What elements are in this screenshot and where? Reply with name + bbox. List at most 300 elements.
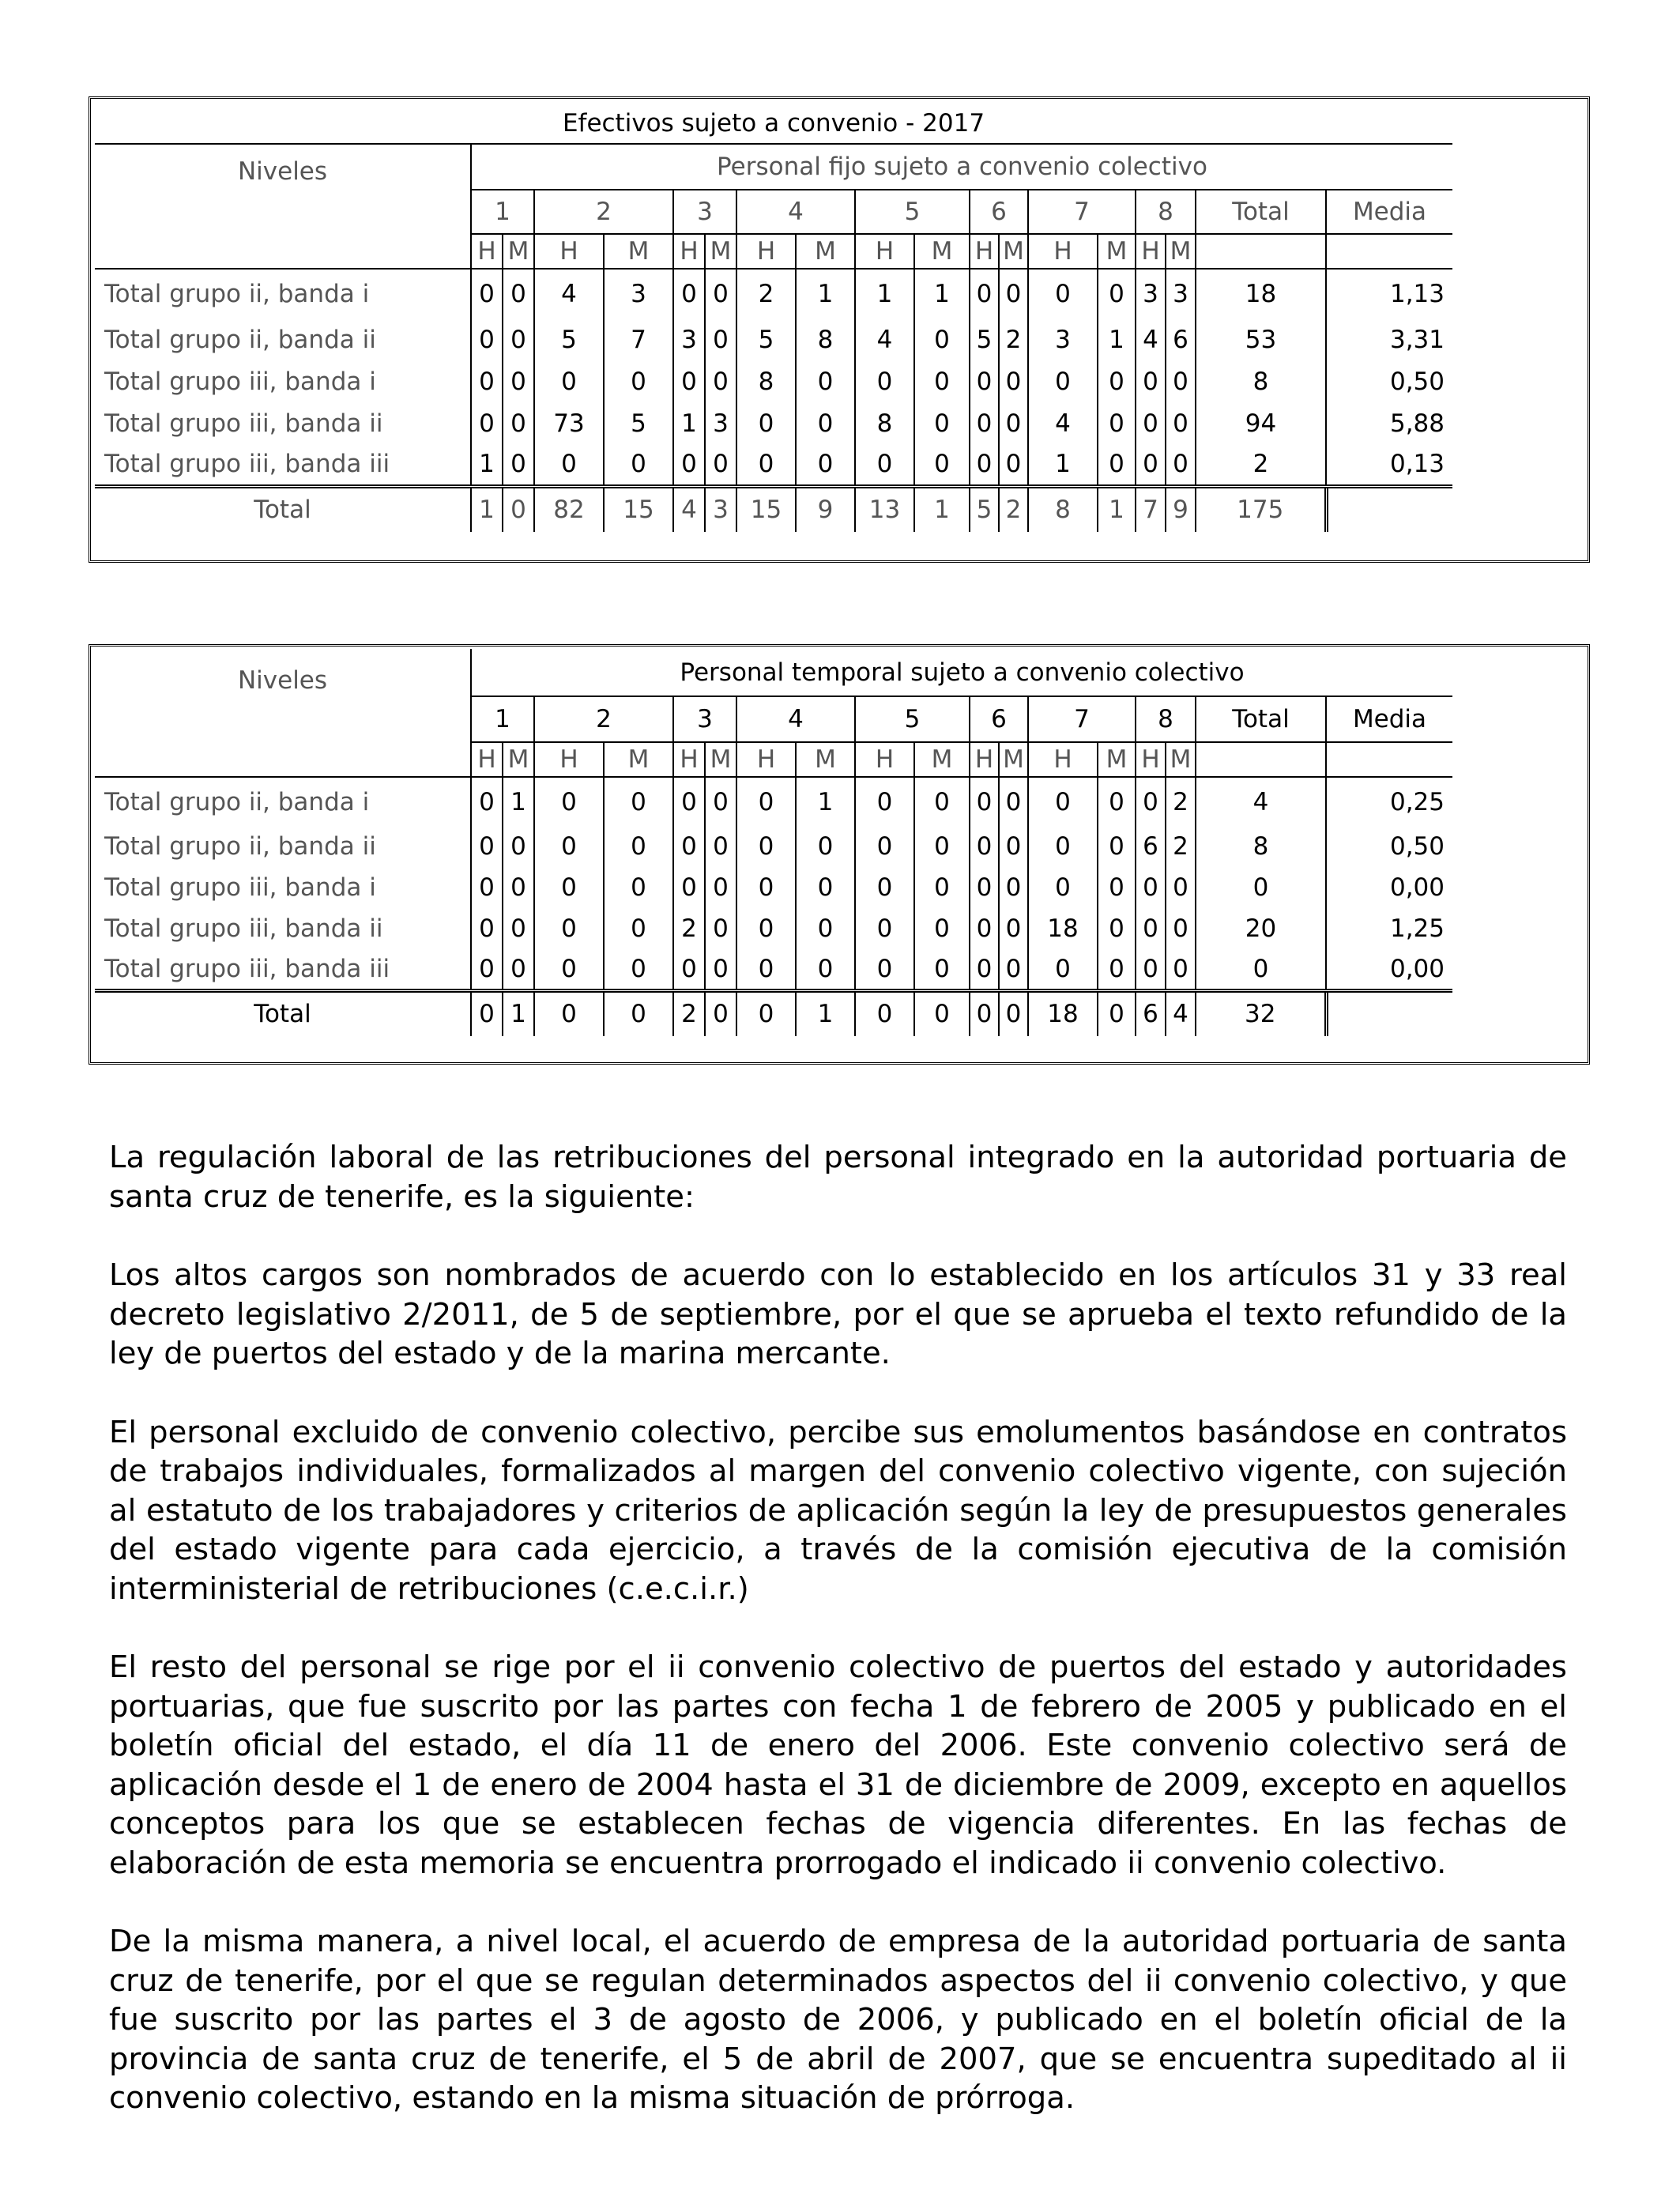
- totals-cell: 2: [999, 486, 1028, 532]
- data-cell: 0: [471, 269, 503, 319]
- sex-header: M: [796, 742, 855, 777]
- data-cell: 0: [604, 444, 673, 486]
- grand-total: 32: [1196, 990, 1326, 1036]
- sex-header: H: [736, 742, 796, 777]
- data-cell: 0: [796, 360, 855, 402]
- data-cell: 0: [999, 360, 1028, 402]
- sex-header: M: [1098, 742, 1136, 777]
- data-cell: 0: [673, 444, 705, 486]
- data-cell: 0: [999, 826, 1028, 867]
- totals-cell: 0: [999, 990, 1028, 1036]
- sex-header: M: [604, 742, 673, 777]
- sex-header: M: [705, 234, 736, 269]
- row-label: Total grupo ii, banda i: [95, 777, 471, 826]
- data-cell: 0: [736, 444, 796, 486]
- sex-header: H: [855, 742, 914, 777]
- data-cell: 0: [1098, 444, 1136, 486]
- data-cell: 0: [970, 360, 999, 402]
- data-cell: 0: [999, 444, 1028, 486]
- data-cell: 0: [471, 360, 503, 402]
- paragraph: Los altos cargos son nombrados de acuerdo con lo establecido en los artículos 31 y 33 real decreto legislativo 2/2011, de 5 de septiembre, por el que se aprueba el texto refundido de la ley de puertos del estado y de la marina mercante.: [109, 1257, 1567, 1371]
- data-cell: 0: [1136, 949, 1166, 990]
- row-media: 0,50: [1326, 360, 1452, 402]
- row-total: 2: [1196, 444, 1326, 486]
- row-media: 1,13: [1326, 269, 1452, 319]
- row-label: Total grupo iii, banda i: [104, 873, 376, 902]
- totals-cell: 9: [796, 486, 855, 532]
- data-cell: 5: [534, 319, 604, 360]
- niveles-header: Niveles: [237, 666, 328, 695]
- table-row: [95, 908, 1452, 949]
- level-header: 5: [855, 190, 970, 234]
- totals-cell: 0: [736, 990, 796, 1036]
- data-cell: 0: [999, 867, 1028, 908]
- data-cell: 0: [1136, 402, 1166, 444]
- data-cell: 0: [970, 949, 999, 990]
- row-label: Total grupo iii, banda i: [104, 367, 376, 396]
- data-cell: 0: [1136, 444, 1166, 486]
- sex-header: H: [1028, 742, 1098, 777]
- data-cell: 0: [914, 949, 970, 990]
- data-cell: 4: [1028, 402, 1098, 444]
- table-row: [95, 360, 1452, 402]
- data-cell: 0: [604, 949, 673, 990]
- data-cell: 0: [999, 269, 1028, 319]
- group-header: Personal fijo sujeto a convenio colectivo: [471, 144, 1452, 190]
- empty-cell: [1196, 234, 1326, 269]
- data-cell: 0: [604, 826, 673, 867]
- data-cell: 0: [1098, 867, 1136, 908]
- data-cell: 0: [1098, 402, 1136, 444]
- table-row: [95, 269, 1452, 319]
- totals-cell: 4: [673, 486, 705, 532]
- data-cell: 0: [914, 777, 970, 826]
- table-row: [95, 319, 1452, 360]
- data-cell: 0: [736, 867, 796, 908]
- data-cell: 0: [1166, 949, 1196, 990]
- data-cell: 2: [1166, 777, 1196, 826]
- data-cell: 0: [970, 269, 999, 319]
- data-cell: 8: [855, 402, 914, 444]
- data-cell: 0: [503, 444, 534, 486]
- empty-cell: [1326, 486, 1452, 532]
- data-cell: 0: [534, 949, 604, 990]
- data-cell: 0: [471, 908, 503, 949]
- totals-row: [95, 486, 1452, 532]
- data-cell: 0: [855, 360, 914, 402]
- niveles-header: Niveles: [237, 157, 328, 186]
- totals-cell: 1: [914, 486, 970, 532]
- data-cell: 0: [999, 908, 1028, 949]
- data-cell: 1: [796, 269, 855, 319]
- data-cell: 2: [736, 269, 796, 319]
- data-cell: 0: [705, 867, 736, 908]
- data-cell: 0: [503, 867, 534, 908]
- data-cell: 0: [736, 908, 796, 949]
- totals-cell: 4: [1166, 990, 1196, 1036]
- level-header: 8: [1136, 190, 1196, 234]
- sex-header: H: [534, 234, 604, 269]
- row-media: 0,13: [1326, 444, 1452, 486]
- sex-header: H: [970, 742, 999, 777]
- row-total: 18: [1196, 269, 1326, 319]
- level-header: 6: [970, 696, 1028, 742]
- data-cell: 0: [1098, 826, 1136, 867]
- data-cell: 1: [1098, 319, 1136, 360]
- data-cell: 2: [1166, 826, 1196, 867]
- sex-header: H: [970, 234, 999, 269]
- data-cell: 0: [503, 269, 534, 319]
- paragraph: El resto del personal se rige por el ii convenio colectivo de puertos del estado y autoridades portuarias, que fue suscrito por las partes con fecha 1 de febrero de 2005 y publicado en el boletín oficial del estado, el día 11 de enero del 2006. Este convenio colectivo será de aplicación desde el 1 de enero de 2004 hasta el 31 de diciembre de 2009, excepto en aquellos conceptos para los que se establecen fechas de vigencia diferentes. En las fechas de elaboración de esta memoria se encuentra prorrogado el indicado ii convenio colectivo.: [109, 1649, 1567, 1881]
- data-cell: 0: [673, 360, 705, 402]
- level-header: 7: [1028, 696, 1136, 742]
- totals-row: [95, 990, 1452, 1036]
- row-total: 8: [1196, 360, 1326, 402]
- group-header: Personal temporal sujeto a convenio colectivo: [471, 649, 1452, 696]
- empty-cell: [1326, 742, 1452, 777]
- data-cell: 0: [914, 867, 970, 908]
- row-label: Total grupo iii, banda ii: [104, 409, 383, 438]
- sex-header: M: [705, 742, 736, 777]
- data-cell: 0: [1028, 826, 1098, 867]
- data-cell: 0: [705, 949, 736, 990]
- data-cell: 0: [604, 908, 673, 949]
- data-cell: 4: [1136, 319, 1166, 360]
- sex-header: H: [673, 234, 705, 269]
- data-cell: 0: [673, 777, 705, 826]
- row-label: Total grupo ii, banda ii: [104, 832, 376, 861]
- totals-cell: 0: [471, 990, 503, 1036]
- totals-cell: 5: [970, 486, 999, 532]
- grand-total: 175: [1196, 486, 1326, 532]
- data-cell: 0: [471, 402, 503, 444]
- data-cell: 0: [914, 360, 970, 402]
- data-cell: 0: [1136, 360, 1166, 402]
- data-cell: 0: [736, 777, 796, 826]
- data-cell: 0: [503, 826, 534, 867]
- data-cell: 5: [604, 402, 673, 444]
- table-row: [95, 402, 1452, 444]
- row-media: 0,50: [1326, 826, 1452, 867]
- data-cell: 0: [970, 777, 999, 826]
- totals-cell: 15: [604, 486, 673, 532]
- data-cell: 0: [1028, 949, 1098, 990]
- sex-header: M: [503, 234, 534, 269]
- data-cell: 0: [534, 777, 604, 826]
- row-media: 0,25: [1326, 777, 1452, 826]
- paragraph: De la misma manera, a nivel local, el acuerdo de empresa de la autoridad portuaria de santa cruz de tenerife, por el que se regulan determinados aspectos del ii convenio colectivo, y que fue suscrito por las partes el 3 de agosto de 2006, y publicado en el boletín oficial de la provincia de santa cruz de tenerife, el 5 de abril de 2007, que se encuentra supeditado al ii convenio colectivo, estando en la misma situación de prórroga.: [109, 1924, 1567, 2116]
- data-cell: 0: [1028, 360, 1098, 402]
- data-cell: 0: [970, 826, 999, 867]
- data-cell: 0: [705, 826, 736, 867]
- data-cell: 5: [736, 319, 796, 360]
- totals-cell: 82: [534, 486, 604, 532]
- data-cell: 0: [855, 949, 914, 990]
- row-label: Total grupo iii, banda ii: [104, 914, 383, 943]
- data-cell: 0: [1098, 269, 1136, 319]
- data-cell: 0: [503, 908, 534, 949]
- data-cell: 0: [999, 777, 1028, 826]
- data-cell: 0: [604, 360, 673, 402]
- data-cell: 0: [1028, 777, 1098, 826]
- data-cell: 0: [1166, 444, 1196, 486]
- data-cell: 3: [1166, 269, 1196, 319]
- sex-header: M: [914, 234, 970, 269]
- table-body: [95, 777, 1452, 990]
- data-cell: 0: [736, 826, 796, 867]
- row-label: Total grupo iii, banda iii: [104, 954, 390, 983]
- data-cell: 1: [503, 777, 534, 826]
- level-header: 1: [471, 696, 534, 742]
- row-media: 3,31: [1326, 319, 1452, 360]
- data-cell: 1: [1028, 444, 1098, 486]
- data-cell: 0: [914, 319, 970, 360]
- totals-cell: 13: [855, 486, 914, 532]
- data-cell: 3: [1136, 269, 1166, 319]
- table-row: [95, 826, 1452, 867]
- data-cell: 0: [1136, 867, 1166, 908]
- paragraph: La regulación laboral de las retribuciones del personal integrado en la autoridad portuaria de santa cruz de tenerife, es la siguiente:: [109, 1140, 1567, 1215]
- totals-cell: 15: [736, 486, 796, 532]
- data-cell: 0: [604, 867, 673, 908]
- row-total: 94: [1196, 402, 1326, 444]
- sex-header: H: [673, 742, 705, 777]
- table-row: [95, 777, 1452, 826]
- empty-cell: [1196, 742, 1326, 777]
- table-body: [95, 269, 1452, 486]
- data-cell: 0: [796, 444, 855, 486]
- total-header: Total: [1196, 696, 1326, 742]
- sex-header: H: [534, 742, 604, 777]
- data-cell: 0: [534, 908, 604, 949]
- data-cell: 0: [503, 402, 534, 444]
- data-cell: 6: [1136, 826, 1166, 867]
- data-cell: 0: [471, 867, 503, 908]
- data-cell: 73: [534, 402, 604, 444]
- data-cell: 2: [999, 319, 1028, 360]
- totals-cell: 18: [1028, 990, 1098, 1036]
- media-header: Media: [1326, 696, 1452, 742]
- data-cell: 0: [1098, 908, 1136, 949]
- totals-cell: 1: [1098, 486, 1136, 532]
- level-header: 3: [673, 696, 736, 742]
- row-media: 0,00: [1326, 949, 1452, 990]
- data-cell: 0: [1028, 269, 1098, 319]
- table-temporal-grid: [95, 649, 1452, 1036]
- data-cell: 3: [705, 402, 736, 444]
- data-cell: 1: [855, 269, 914, 319]
- data-cell: 0: [705, 444, 736, 486]
- row-total: 0: [1196, 949, 1326, 990]
- data-cell: 0: [534, 826, 604, 867]
- totals-cell: 7: [1136, 486, 1166, 532]
- row-media: 0,00: [1326, 867, 1452, 908]
- data-cell: 0: [1098, 777, 1136, 826]
- sex-header: M: [1098, 234, 1136, 269]
- data-cell: 1: [673, 402, 705, 444]
- sex-header: H: [471, 742, 503, 777]
- level-header: 2: [534, 696, 673, 742]
- data-cell: 0: [914, 444, 970, 486]
- data-cell: 0: [534, 867, 604, 908]
- data-cell: 0: [1166, 402, 1196, 444]
- sex-header: M: [1166, 234, 1196, 269]
- data-cell: 0: [705, 908, 736, 949]
- data-cell: 0: [1166, 867, 1196, 908]
- data-cell: 0: [673, 949, 705, 990]
- totals-cell: 3: [705, 486, 736, 532]
- data-cell: 0: [796, 867, 855, 908]
- row-label: Total grupo ii, banda ii: [104, 325, 376, 354]
- sex-header: M: [914, 742, 970, 777]
- totals-cell: 1: [503, 990, 534, 1036]
- data-cell: 0: [705, 269, 736, 319]
- level-header: 1: [471, 190, 534, 234]
- data-cell: 0: [970, 867, 999, 908]
- data-cell: 0: [970, 402, 999, 444]
- data-cell: 0: [673, 269, 705, 319]
- data-cell: 3: [673, 319, 705, 360]
- totals-cell: 0: [534, 990, 604, 1036]
- data-cell: 0: [914, 908, 970, 949]
- data-cell: 1: [796, 777, 855, 826]
- data-cell: 0: [705, 777, 736, 826]
- totals-cell: 0: [855, 990, 914, 1036]
- data-cell: 0: [796, 402, 855, 444]
- data-cell: 18: [1028, 908, 1098, 949]
- data-cell: 0: [855, 777, 914, 826]
- data-cell: 0: [705, 360, 736, 402]
- totals-label: Total: [95, 990, 471, 1036]
- data-cell: 5: [970, 319, 999, 360]
- data-cell: 0: [855, 826, 914, 867]
- data-cell: 7: [604, 319, 673, 360]
- level-header: 3: [673, 190, 736, 234]
- sex-header: H: [855, 234, 914, 269]
- data-cell: 0: [999, 402, 1028, 444]
- data-cell: 0: [1098, 360, 1136, 402]
- totals-cell: 1: [796, 990, 855, 1036]
- row-media: 5,88: [1326, 402, 1452, 444]
- data-cell: 1: [471, 444, 503, 486]
- data-cell: 0: [673, 826, 705, 867]
- data-cell: 8: [736, 360, 796, 402]
- sex-header: M: [604, 234, 673, 269]
- row-label: Total grupo ii, banda i: [95, 269, 471, 319]
- data-cell: 0: [736, 949, 796, 990]
- data-cell: 0: [705, 319, 736, 360]
- row-label: Total grupo iii, banda iii: [104, 450, 390, 479]
- data-cell: 0: [604, 777, 673, 826]
- sex-header: H: [1136, 234, 1166, 269]
- sex-header: M: [999, 234, 1028, 269]
- row-media: 1,25: [1326, 908, 1452, 949]
- data-cell: 2: [673, 908, 705, 949]
- data-cell: 0: [471, 949, 503, 990]
- data-cell: 0: [796, 949, 855, 990]
- data-cell: 0: [503, 949, 534, 990]
- data-cell: 4: [855, 319, 914, 360]
- data-cell: 0: [534, 444, 604, 486]
- data-cell: 0: [534, 360, 604, 402]
- row-total: 53: [1196, 319, 1326, 360]
- data-cell: 0: [1136, 908, 1166, 949]
- level-header: 4: [736, 190, 855, 234]
- totals-cell: 0: [970, 990, 999, 1036]
- row-total: 0: [1196, 867, 1326, 908]
- body-text: [109, 1138, 1567, 2158]
- totals-cell: 9: [1166, 486, 1196, 532]
- data-cell: 0: [1028, 867, 1098, 908]
- data-cell: 0: [970, 908, 999, 949]
- data-cell: 0: [970, 444, 999, 486]
- row-total: 4: [1196, 777, 1326, 826]
- data-cell: 0: [503, 319, 534, 360]
- data-cell: 0: [471, 319, 503, 360]
- row-total: 8: [1196, 826, 1326, 867]
- data-cell: 0: [673, 867, 705, 908]
- table-row: [95, 867, 1452, 908]
- data-cell: 0: [736, 402, 796, 444]
- data-cell: 0: [1166, 360, 1196, 402]
- data-cell: 0: [855, 908, 914, 949]
- data-cell: 0: [796, 826, 855, 867]
- total-header: Total: [1196, 190, 1326, 234]
- data-cell: 6: [1166, 319, 1196, 360]
- data-cell: 0: [914, 826, 970, 867]
- table-row: [95, 949, 1452, 990]
- level-header: 4: [736, 696, 855, 742]
- totals-cell: 8: [1028, 486, 1098, 532]
- totals-cell: 2: [673, 990, 705, 1036]
- data-cell: 0: [471, 777, 503, 826]
- empty-cell: [1326, 234, 1452, 269]
- sex-header: H: [471, 234, 503, 269]
- data-cell: 1: [914, 269, 970, 319]
- totals-cell: 0: [604, 990, 673, 1036]
- media-header: Media: [1326, 190, 1452, 234]
- data-cell: 4: [534, 269, 604, 319]
- totals-label: Total: [95, 486, 471, 532]
- row-total: 20: [1196, 908, 1326, 949]
- level-header: 7: [1028, 190, 1136, 234]
- totals-cell: 0: [503, 486, 534, 532]
- level-header: 2: [534, 190, 673, 234]
- sex-header: M: [796, 234, 855, 269]
- sex-header: M: [999, 742, 1028, 777]
- data-cell: 0: [1098, 949, 1136, 990]
- level-header: 8: [1136, 696, 1196, 742]
- totals-cell: 1: [471, 486, 503, 532]
- data-cell: 0: [471, 826, 503, 867]
- totals-cell: 0: [1098, 990, 1136, 1036]
- table-title: Efectivos sujeto a convenio - 2017: [95, 103, 1452, 144]
- data-cell: 8: [796, 319, 855, 360]
- totals-cell: 6: [1136, 990, 1166, 1036]
- totals-cell: 0: [914, 990, 970, 1036]
- totals-cell: 0: [705, 990, 736, 1036]
- level-header: 6: [970, 190, 1028, 234]
- data-cell: 0: [855, 444, 914, 486]
- empty-cell: [1326, 990, 1452, 1036]
- sex-header: H: [736, 234, 796, 269]
- sex-header: M: [503, 742, 534, 777]
- data-cell: 0: [999, 949, 1028, 990]
- data-cell: 3: [604, 269, 673, 319]
- data-cell: 0: [1136, 777, 1166, 826]
- level-header: 5: [855, 696, 970, 742]
- data-cell: 0: [855, 867, 914, 908]
